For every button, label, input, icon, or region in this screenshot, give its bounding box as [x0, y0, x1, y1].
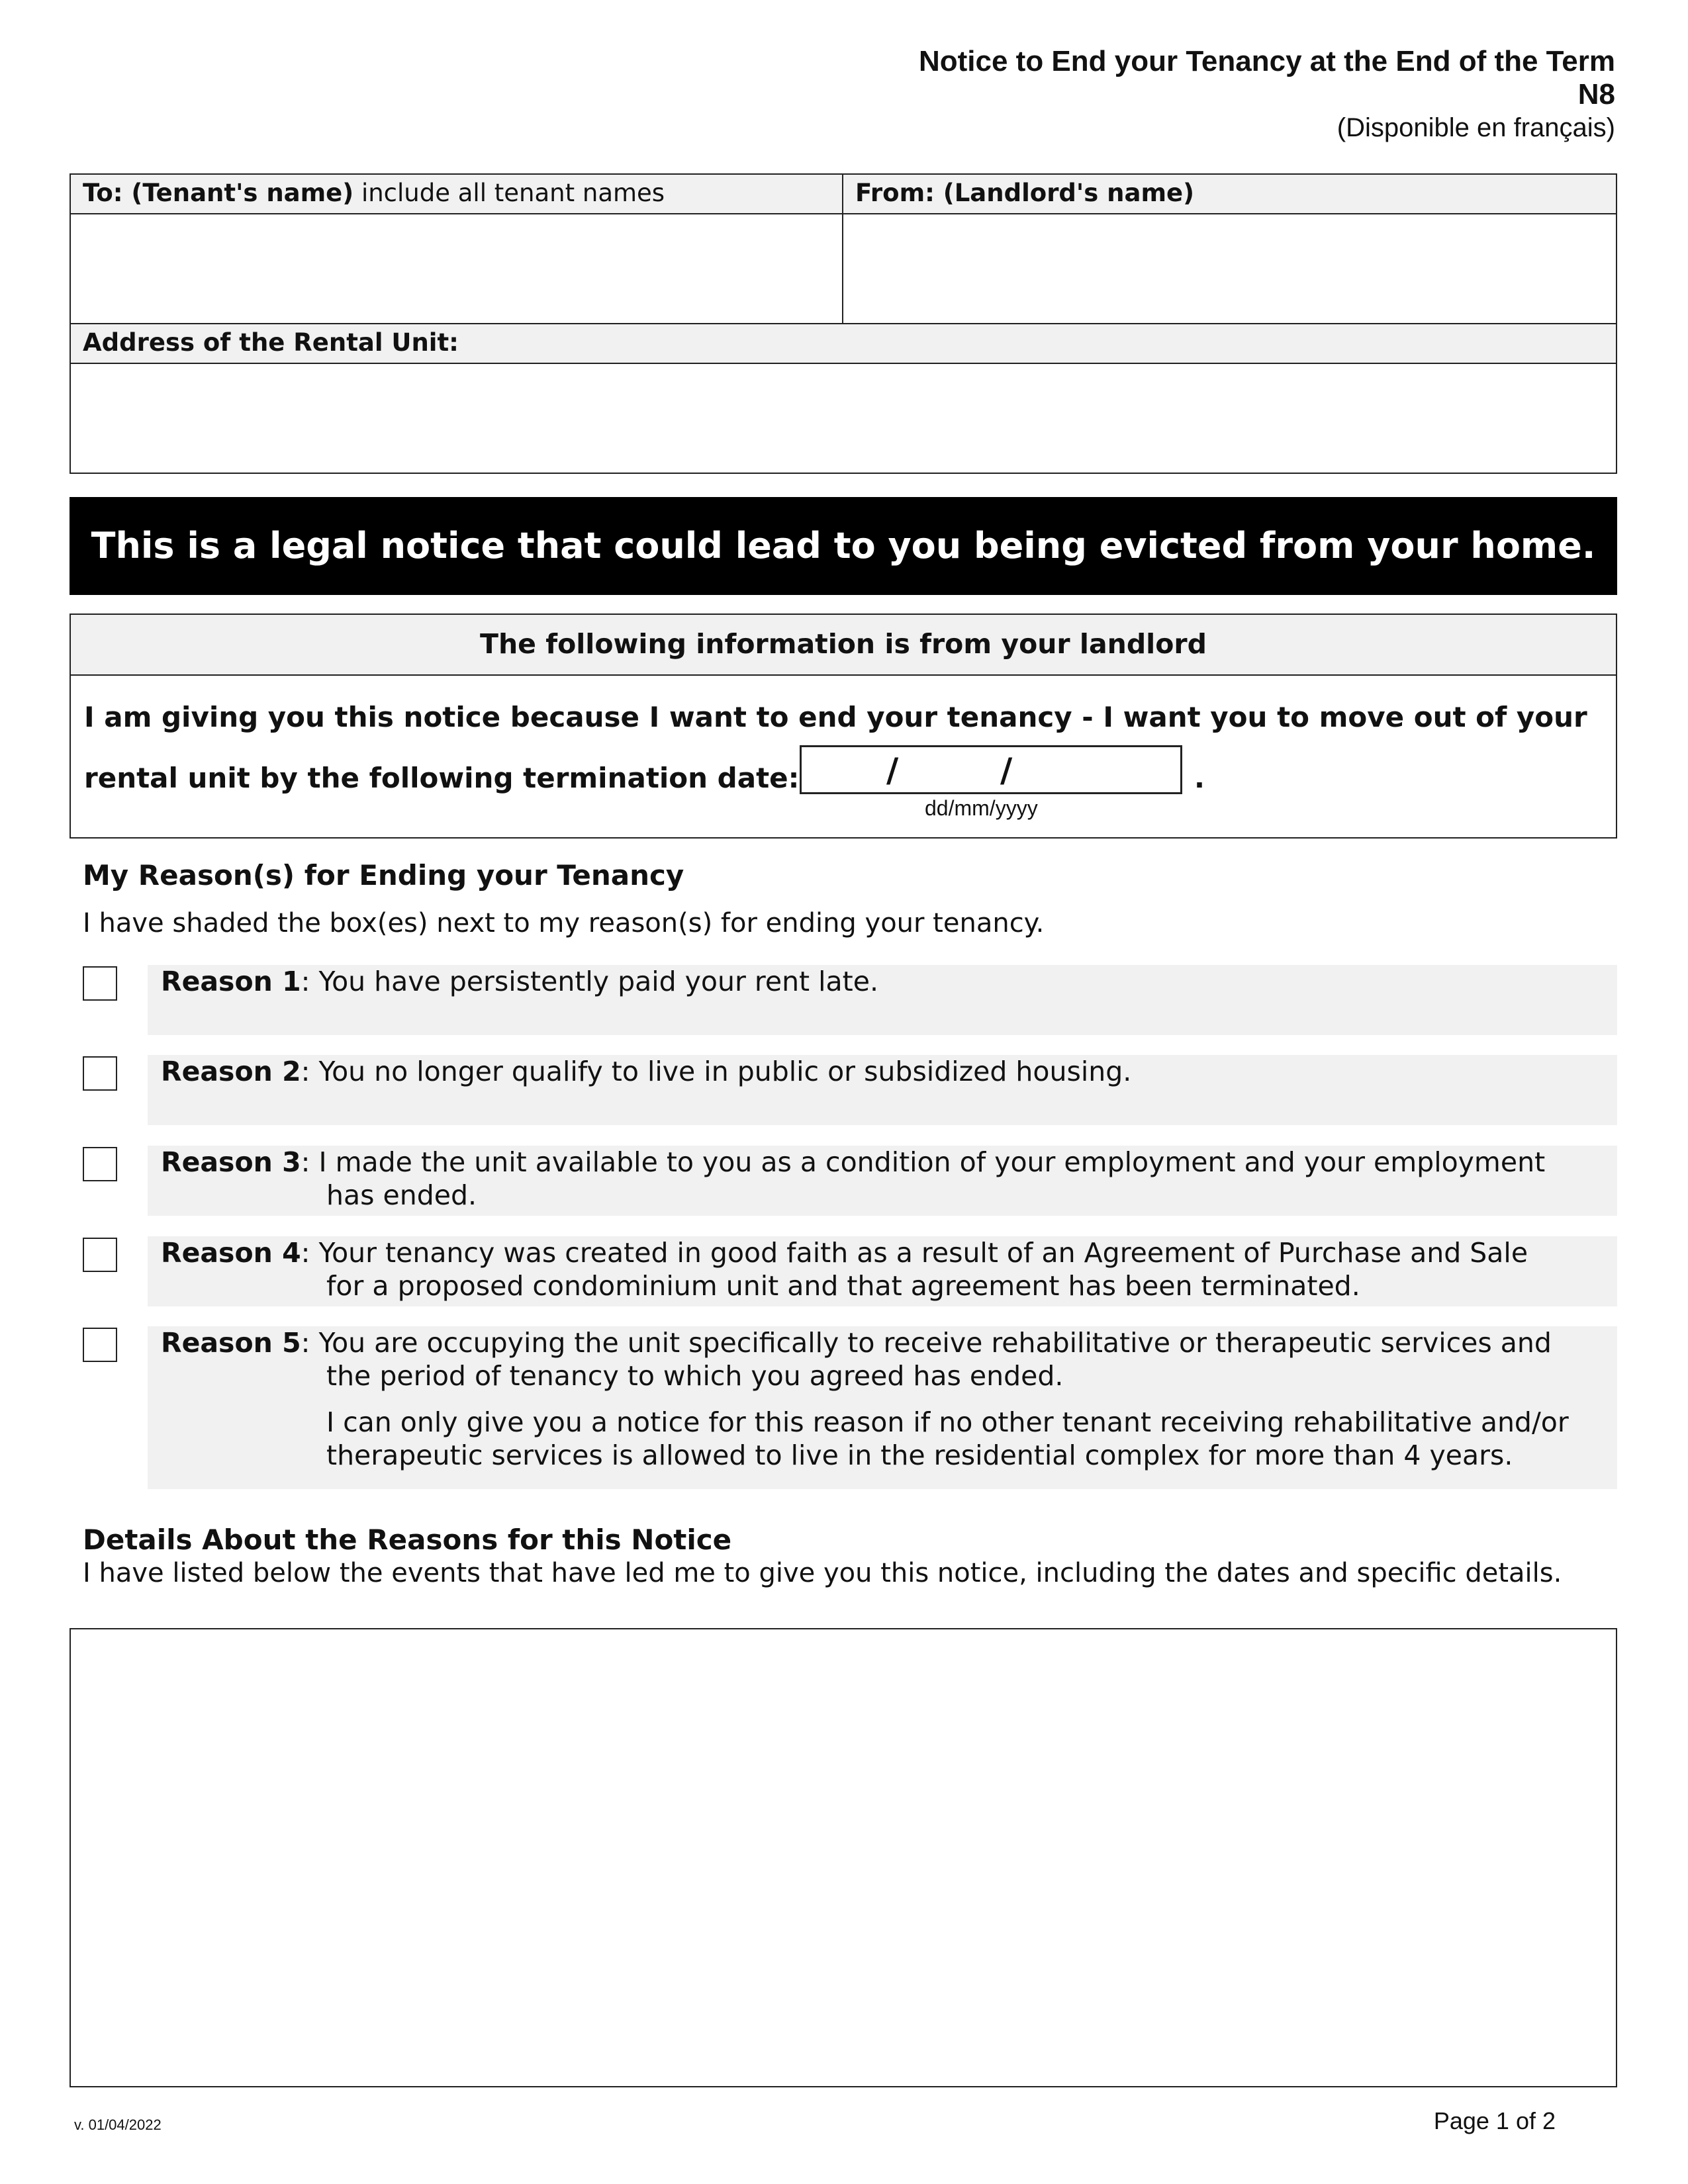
date-separator: /	[886, 751, 899, 790]
date-separator: /	[1000, 751, 1013, 790]
reason-5-description-cont: the period of tenancy to which you agreed has ended.	[326, 1360, 1064, 1392]
reason-5-description: You are occupying the unit specifically to receive rehabilitative or therapeutic services and	[318, 1327, 1552, 1359]
reason-5-label: Reason 5	[161, 1327, 301, 1359]
form-header	[919, 45, 1615, 144]
tenant-name-label-bold: To: (Tenant's name)	[83, 179, 354, 207]
reason-4-text	[161, 1236, 1611, 1302]
landlord-name-label-bold: From: (Landlord's name)	[855, 179, 1195, 207]
tenant-name-cell	[71, 214, 842, 324]
reason-1-description: You have persistently paid your rent late.	[318, 966, 879, 997]
reason-4-checkbox[interactable]	[83, 1238, 117, 1272]
reason-4-description: Your tenancy was created in good faith as a result of an Agreement of Purchase and Sale	[318, 1237, 1528, 1269]
reason-5-checkbox[interactable]	[83, 1328, 117, 1362]
tenant-name-label	[71, 175, 842, 214]
reason-3-description-cont: has ended.	[326, 1179, 477, 1211]
rental-address-label	[71, 324, 1616, 364]
landlord-name-cell	[843, 214, 1616, 324]
tenant-column	[71, 175, 843, 324]
details-field[interactable]	[71, 1629, 1616, 2086]
reason-5-note-line1: I can only give you a notice for this reason if no other tenant receiving rehabilitative and/or	[326, 1406, 1569, 1438]
form-version: v. 01/04/2022	[74, 2116, 162, 2133]
reason-2-description: You no longer qualify to live in public or subsidized housing.	[318, 1056, 1132, 1087]
termination-date-box	[800, 745, 1182, 794]
rental-address-field[interactable]	[71, 364, 1616, 473]
landlord-column	[843, 175, 1616, 324]
details-box	[70, 1628, 1617, 2087]
reasons-section-title: My Reason(s) for Ending your Tenancy	[83, 859, 684, 891]
reasons-section-subtitle: I have shaded the box(es) next to my reason(s) for ending your tenancy.	[83, 908, 1045, 938]
reason-2-separator: :	[301, 1056, 319, 1087]
reason-2-label: Reason 2	[161, 1056, 301, 1087]
notice-statement-line2: rental unit by the following termination date:	[84, 762, 800, 794]
reason-4-description-cont: for a proposed condominium unit and that agreement has been terminated.	[326, 1270, 1360, 1302]
tenant-name-field[interactable]	[71, 214, 842, 323]
reason-3-separator: :	[301, 1146, 319, 1178]
page-number: Page 1 of 2	[1433, 2107, 1556, 2134]
form-title: Notice to End your Tenancy at the End of the Term	[918, 45, 1615, 77]
statement-period: .	[1194, 762, 1205, 794]
landlord-info-box	[70, 614, 1617, 839]
details-title: Details About the Reasons for this Notice	[83, 1524, 732, 1556]
reason-1-separator: :	[301, 966, 319, 997]
reason-2-checkbox[interactable]	[83, 1056, 117, 1091]
reason-4-separator: :	[301, 1237, 319, 1269]
reason-3-text	[161, 1146, 1611, 1212]
reason-3-description: I made the unit available to you as a condition of your employment and your employment	[318, 1146, 1546, 1178]
reason-5-separator: :	[301, 1327, 319, 1359]
legal-notice-banner: This is a legal notice that could lead to you being evicted from your home.	[70, 497, 1617, 595]
reason-5-note-line2: therapeutic services is allowed to live in the residential complex for more than 4 years.	[326, 1439, 1513, 1471]
notice-statement-line1: I am giving you this notice because I want to end your tenancy - I want you to move out of your	[84, 701, 1587, 733]
parties-table	[70, 173, 1617, 474]
landlord-name-field[interactable]	[843, 214, 1616, 323]
tenant-name-label-hint: include all tenant names	[353, 179, 665, 207]
termination-date-input[interactable]	[802, 747, 1180, 792]
french-availability-note: (Disponible en français)	[1336, 113, 1615, 142]
reason-1-label: Reason 1	[161, 966, 301, 997]
reason-2-text	[161, 1055, 1611, 1088]
landlord-name-label	[843, 175, 1616, 214]
rental-address-cell	[71, 364, 1616, 473]
reason-4-label: Reason 4	[161, 1237, 301, 1269]
reason-3-checkbox[interactable]	[83, 1147, 117, 1181]
reason-1-text	[161, 965, 1611, 998]
details-subtitle: I have listed below the events that have led me to give you this notice, including the dates and specific details.	[83, 1558, 1562, 1588]
date-format-hint: dd/mm/yyyy	[925, 796, 1038, 820]
reason-3-label: Reason 3	[161, 1146, 301, 1178]
landlord-info-heading: The following information is from your landlord	[71, 615, 1616, 676]
rental-address-label-bold: Address of the Rental Unit:	[83, 328, 459, 357]
reason-5-text	[161, 1326, 1611, 1472]
form-code: N8	[1577, 78, 1615, 111]
reason-1-checkbox[interactable]	[83, 966, 117, 1001]
